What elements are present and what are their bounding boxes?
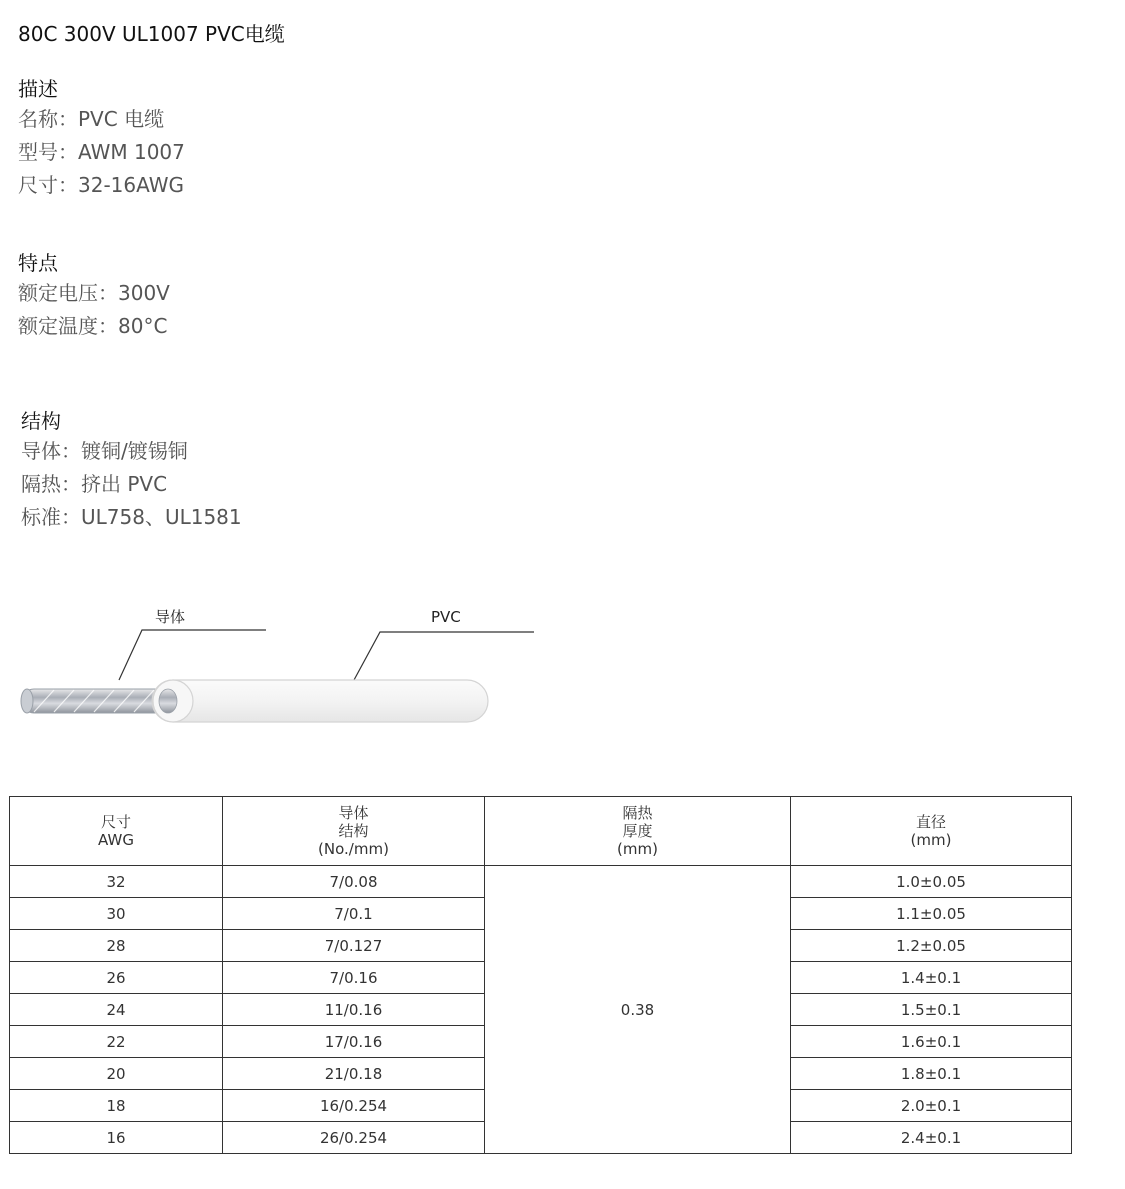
cell-conductor: 26/0.254: [223, 1122, 485, 1154]
structure-conductor: 导体：镀铜/镀锡铜: [21, 439, 188, 463]
cell-conductor: 16/0.254: [223, 1090, 485, 1122]
cable-illustration: [14, 600, 554, 735]
description-model: 型号：AWM 1007: [18, 140, 185, 164]
table-header-row: [10, 797, 1072, 866]
structure-heading: 结构: [21, 409, 61, 433]
cell-diameter: 2.0±0.1: [791, 1090, 1072, 1122]
structure-section: [21, 407, 242, 534]
cell-conductor: 7/0.127: [223, 930, 485, 962]
spec-table: [9, 796, 1072, 1154]
header-insulation: 隔热 厚度 (mm): [485, 797, 791, 866]
cell-diameter: 1.4±0.1: [791, 962, 1072, 994]
cell-awg: 20: [10, 1058, 223, 1090]
cell-awg: 24: [10, 994, 223, 1026]
cell-diameter: 1.5±0.1: [791, 994, 1072, 1026]
cell-awg: 16: [10, 1122, 223, 1154]
description-heading: 描述: [18, 77, 58, 101]
cell-diameter: 1.0±0.05: [791, 866, 1072, 898]
cell-diameter: 1.6±0.1: [791, 1026, 1072, 1058]
cell-diameter: 2.4±0.1: [791, 1122, 1072, 1154]
feature-rated-temperature: 额定温度：80°C: [18, 314, 168, 338]
structure-standard: 标准：UL758、UL1581: [21, 505, 242, 529]
cell-awg: 26: [10, 962, 223, 994]
cell-awg: 32: [10, 866, 223, 898]
table-row: [10, 866, 1072, 898]
header-size: 尺寸 AWG: [10, 797, 223, 866]
cell-awg: 22: [10, 1026, 223, 1058]
cell-conductor: 7/0.1: [223, 898, 485, 930]
cell-conductor: 17/0.16: [223, 1026, 485, 1058]
cell-diameter: 1.1±0.05: [791, 898, 1072, 930]
pvc-label: PVC: [431, 608, 461, 626]
description-name: 名称：PVC 电缆: [18, 107, 165, 131]
feature-rated-voltage: 额定电压：300V: [18, 281, 170, 305]
cell-diameter: 1.8±0.1: [791, 1058, 1072, 1090]
cell-awg: 18: [10, 1090, 223, 1122]
cell-conductor: 11/0.16: [223, 994, 485, 1026]
header-diameter: 直径 (mm): [791, 797, 1072, 866]
cell-awg: 30: [10, 898, 223, 930]
features-section: [18, 249, 170, 343]
conductor-label: 导体: [155, 608, 186, 626]
cell-conductor: 7/0.16: [223, 962, 485, 994]
header-conductor: 导体 结构 (No./mm): [223, 797, 485, 866]
description-section: [18, 75, 185, 202]
page-title: 80C 300V UL1007 PVC电缆: [18, 22, 285, 46]
description-size: 尺寸：32-16AWG: [18, 173, 184, 197]
cell-insulation-thickness: 0.38: [485, 866, 791, 1154]
cable-diagram: [14, 600, 554, 735]
structure-insulation: 隔热：挤出 PVC: [21, 472, 168, 496]
cell-conductor: 7/0.08: [223, 866, 485, 898]
cell-awg: 28: [10, 930, 223, 962]
features-heading: 特点: [18, 251, 58, 275]
cell-diameter: 1.2±0.05: [791, 930, 1072, 962]
cell-conductor: 21/0.18: [223, 1058, 485, 1090]
